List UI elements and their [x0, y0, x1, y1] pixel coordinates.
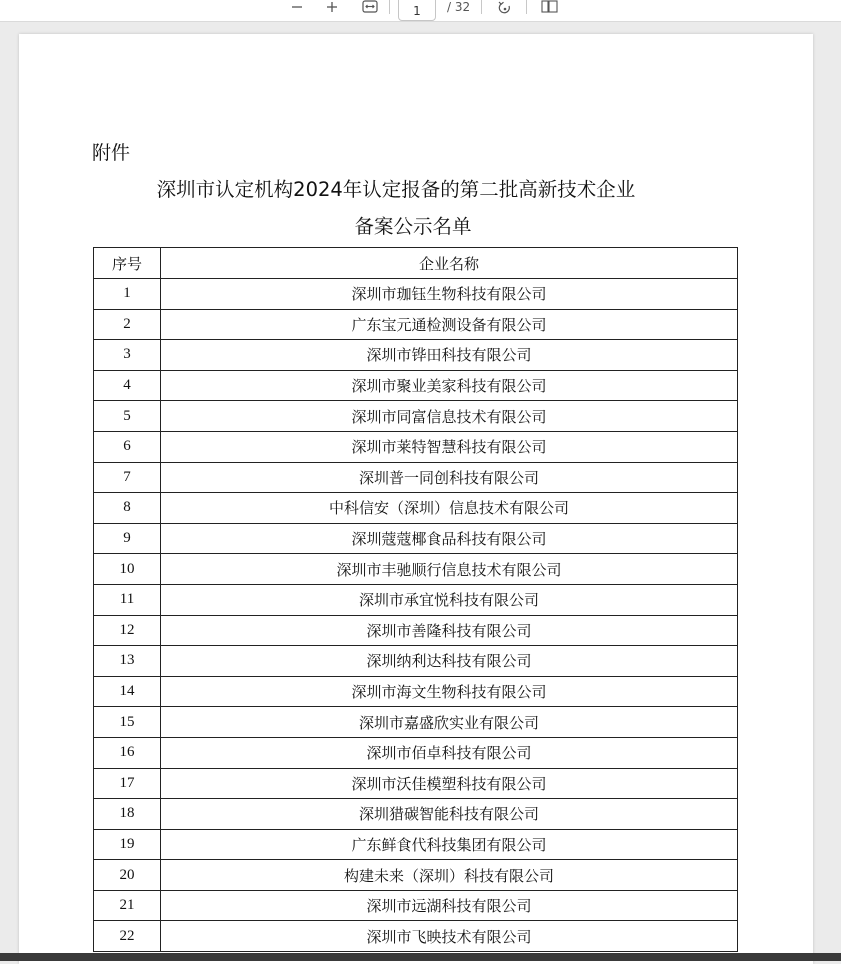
table-row — [94, 340, 738, 371]
company-name: 深圳市丰驰顺行信息技术有限公司 — [161, 554, 738, 585]
attachment-label: 附件 — [92, 142, 131, 164]
toolbar-separator — [526, 0, 527, 14]
row-number: 13 — [94, 646, 161, 677]
company-name: 深圳普一同创科技有限公司 — [161, 462, 738, 493]
company-name: 深圳纳利达科技有限公司 — [161, 646, 738, 677]
company-name: 广东鲜食代科技集团有限公司 — [161, 829, 738, 860]
row-number: 2 — [94, 309, 161, 340]
row-number: 8 — [94, 493, 161, 524]
table-row — [94, 921, 738, 952]
table-header-row — [94, 248, 738, 279]
row-number: 5 — [94, 401, 161, 432]
table-row — [94, 309, 738, 340]
row-number: 7 — [94, 462, 161, 493]
company-name: 构建未来（深圳）科技有限公司 — [161, 860, 738, 891]
company-name: 深圳市佰卓科技有限公司 — [161, 737, 738, 768]
zoom-out-button[interactable] — [289, 0, 305, 16]
toolbar-separator — [389, 0, 390, 14]
row-number: 19 — [94, 829, 161, 860]
pdf-toolbar — [0, 0, 841, 22]
header-number: 序号 — [94, 248, 161, 279]
plus-icon — [326, 1, 338, 13]
company-name: 深圳市海文生物科技有限公司 — [161, 676, 738, 707]
two-page-icon — [541, 0, 558, 14]
row-number: 9 — [94, 523, 161, 554]
document-title-line2: 备案公示名单 — [354, 215, 472, 238]
row-number: 16 — [94, 737, 161, 768]
company-name: 中科信安（深圳）信息技术有限公司 — [161, 493, 738, 524]
rotate-button[interactable] — [496, 0, 514, 16]
page-total: / 32 — [447, 0, 471, 14]
table-row — [94, 890, 738, 921]
row-number: 17 — [94, 768, 161, 799]
table-row — [94, 279, 738, 310]
company-name: 深圳市沃佳模塑科技有限公司 — [161, 768, 738, 799]
table-row — [94, 829, 738, 860]
row-number: 3 — [94, 340, 161, 371]
company-name: 深圳市远湖科技有限公司 — [161, 890, 738, 921]
company-name: 深圳蔻蔻椰食品科技有限公司 — [161, 523, 738, 554]
toolbar-separator — [481, 0, 482, 14]
row-number: 15 — [94, 707, 161, 738]
company-name: 深圳猎碳智能科技有限公司 — [161, 799, 738, 830]
company-name: 深圳市莱特智慧科技有限公司 — [161, 431, 738, 462]
table-row — [94, 493, 738, 524]
row-number: 1 — [94, 279, 161, 310]
table-row — [94, 554, 738, 585]
pdf-page — [19, 34, 813, 964]
company-name: 深圳市承宜悦科技有限公司 — [161, 584, 738, 615]
table-row — [94, 707, 738, 738]
company-name: 深圳市珈钰生物科技有限公司 — [161, 279, 738, 310]
header-company-name: 企业名称 — [161, 248, 738, 279]
row-number: 11 — [94, 584, 161, 615]
row-number: 12 — [94, 615, 161, 646]
company-name: 深圳市嘉盛欣实业有限公司 — [161, 707, 738, 738]
fit-width-icon — [362, 0, 378, 13]
page-number-input[interactable] — [398, 0, 436, 21]
row-number: 4 — [94, 370, 161, 401]
table-row — [94, 768, 738, 799]
table-row — [94, 584, 738, 615]
table-row — [94, 737, 738, 768]
row-number: 20 — [94, 860, 161, 891]
table-row — [94, 523, 738, 554]
bottom-bar — [0, 953, 841, 961]
company-name: 深圳市善隆科技有限公司 — [161, 615, 738, 646]
row-number: 18 — [94, 799, 161, 830]
zoom-in-button[interactable] — [324, 0, 340, 16]
table-row — [94, 462, 738, 493]
table-row — [94, 401, 738, 432]
row-number: 22 — [94, 921, 161, 952]
row-number: 6 — [94, 431, 161, 462]
table-row — [94, 676, 738, 707]
company-name: 深圳市飞映技术有限公司 — [161, 921, 738, 952]
table-row — [94, 646, 738, 677]
table-row — [94, 860, 738, 891]
document-title-line1: 深圳市认定机构2024年认定报备的第二批高新技术企业 — [156, 178, 636, 201]
minus-icon — [291, 1, 303, 13]
company-name: 深圳市同富信息技术有限公司 — [161, 401, 738, 432]
table-row — [94, 370, 738, 401]
company-name: 广东宝元通检测设备有限公司 — [161, 309, 738, 340]
company-name: 深圳市铧田科技有限公司 — [161, 340, 738, 371]
table-row — [94, 615, 738, 646]
rotate-icon — [497, 0, 513, 15]
page-view-button[interactable] — [540, 0, 558, 16]
row-number: 10 — [94, 554, 161, 585]
row-number: 21 — [94, 890, 161, 921]
row-number: 14 — [94, 676, 161, 707]
table-row — [94, 431, 738, 462]
table-row — [94, 799, 738, 830]
fit-width-button[interactable] — [361, 0, 379, 16]
company-table — [93, 247, 738, 952]
company-name: 深圳市聚业美家科技有限公司 — [161, 370, 738, 401]
